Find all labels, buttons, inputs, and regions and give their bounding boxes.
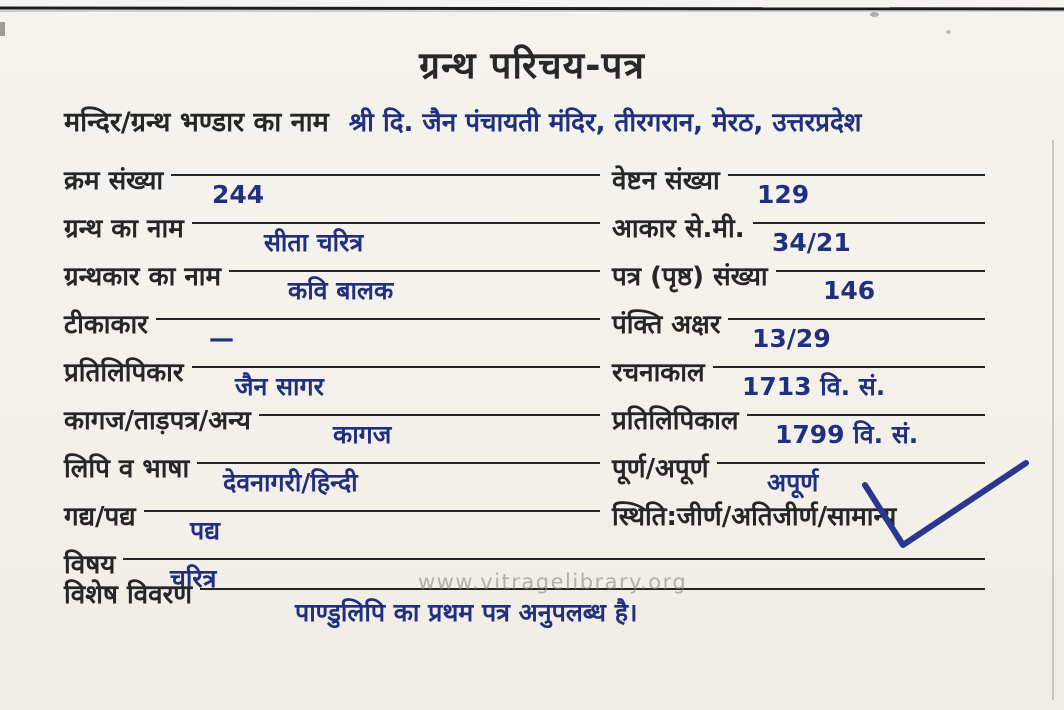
field-book-name — [64, 214, 600, 262]
temple-name-label: मन्दिर/ग्रन्थ भण्डार का नाम — [64, 107, 329, 138]
field-label: प्रतिलिपिकार — [64, 358, 184, 388]
field-material — [64, 406, 600, 454]
watermark: www.vitragelibrary.org — [418, 570, 688, 594]
field-label: क्रम संख्या — [64, 166, 164, 196]
field-copyist — [64, 358, 600, 406]
rule-line — [776, 270, 985, 272]
field-value: अपूर्ण — [767, 468, 819, 497]
field-label: आकार से.मी. — [612, 214, 745, 244]
field-copy-date — [612, 406, 985, 454]
rule-line — [156, 318, 600, 320]
page-title: ग्रन्थ परिचय-पत्र — [419, 44, 645, 87]
field-value: पाण्डुलिपि का प्रथम पत्र अनुपलब्ध है। — [295, 598, 638, 627]
field-value: 13/29 — [752, 324, 831, 353]
field-value: कवि बालक — [288, 276, 394, 305]
rule-line — [259, 414, 600, 416]
field-label: पूर्ण/अपूर्ण — [612, 454, 709, 484]
field-value: 129 — [757, 180, 810, 209]
scan-edge-right — [1052, 140, 1054, 700]
fields-grid — [64, 0, 985, 710]
field-label: विषय — [64, 550, 116, 580]
field-row — [64, 502, 985, 550]
field-label: लिपि व भाषा — [64, 454, 190, 484]
field-leaf-page-count — [612, 262, 985, 310]
field-size-cm — [612, 214, 985, 262]
rule-line — [747, 414, 985, 416]
rule-line — [192, 222, 600, 224]
field-lines-letters — [612, 310, 985, 358]
field-row — [64, 310, 985, 358]
field-row — [64, 358, 985, 406]
field-value: देवनागरी/हिन्दी — [223, 468, 358, 497]
rule-line — [753, 222, 985, 224]
field-row — [64, 214, 985, 262]
field-value: पद्य — [190, 516, 220, 545]
field-value: 146 — [823, 276, 876, 305]
field-label: ग्रन्थकार का नाम — [64, 262, 222, 292]
rule-line — [197, 462, 600, 464]
rule-line — [171, 174, 600, 176]
field-author-name — [64, 262, 600, 310]
field-value: 1713 वि. सं. — [742, 372, 886, 401]
rule-line — [713, 366, 985, 368]
field-label: पत्र (पृष्ठ) संख्या — [612, 262, 768, 292]
field-row — [64, 406, 985, 454]
field-label: स्थिति:जीर्ण/अतिजीर्ण/सामान्य — [612, 502, 897, 532]
field-label: रचनाकाल — [612, 358, 705, 388]
rule-line — [728, 318, 985, 320]
field-label: कागज/ताड़पत्र/अन्य — [64, 406, 251, 436]
field-label: पंक्ति अक्षर — [612, 310, 721, 340]
field-script-language — [64, 454, 600, 502]
field-value: कागज — [333, 420, 392, 449]
field-row — [64, 166, 985, 214]
field-value: जैन सागर — [235, 372, 324, 401]
field-commentator — [64, 310, 600, 358]
field-value: — — [209, 324, 234, 353]
rule-line — [144, 510, 600, 512]
field-composition-date — [612, 358, 985, 406]
field-value: चरित्र — [170, 564, 217, 593]
rule-line — [229, 270, 600, 272]
field-label: गद्य/पद्य — [64, 502, 136, 532]
field-value: सीता चरित्र — [264, 228, 364, 257]
field-prose-verse — [64, 502, 600, 550]
field-value: 244 — [212, 180, 265, 209]
field-label: प्रतिलिपिकाल — [612, 406, 739, 436]
field-label: वेष्टन संख्या — [612, 166, 720, 196]
checkmark-icon — [848, 450, 1038, 562]
field-serial-number — [64, 166, 600, 214]
field-label: टीकाकार — [64, 310, 148, 340]
field-row — [64, 262, 985, 310]
rule-line — [728, 174, 985, 176]
field-value: 34/21 — [772, 228, 851, 257]
field-value: 1799 वि. सं. — [775, 420, 919, 449]
field-label: विशेष विवरण — [64, 580, 193, 610]
scan-speck — [0, 22, 5, 36]
field-row — [64, 454, 985, 502]
rule-line — [192, 366, 600, 368]
field-bundle-number — [612, 166, 985, 214]
field-label: ग्रन्थ का नाम — [64, 214, 184, 244]
temple-name-value: श्री दि. जैन पंचायती मंदिर, तीरगरान, मेरठ, उत्तरप्रदेश — [348, 108, 862, 138]
